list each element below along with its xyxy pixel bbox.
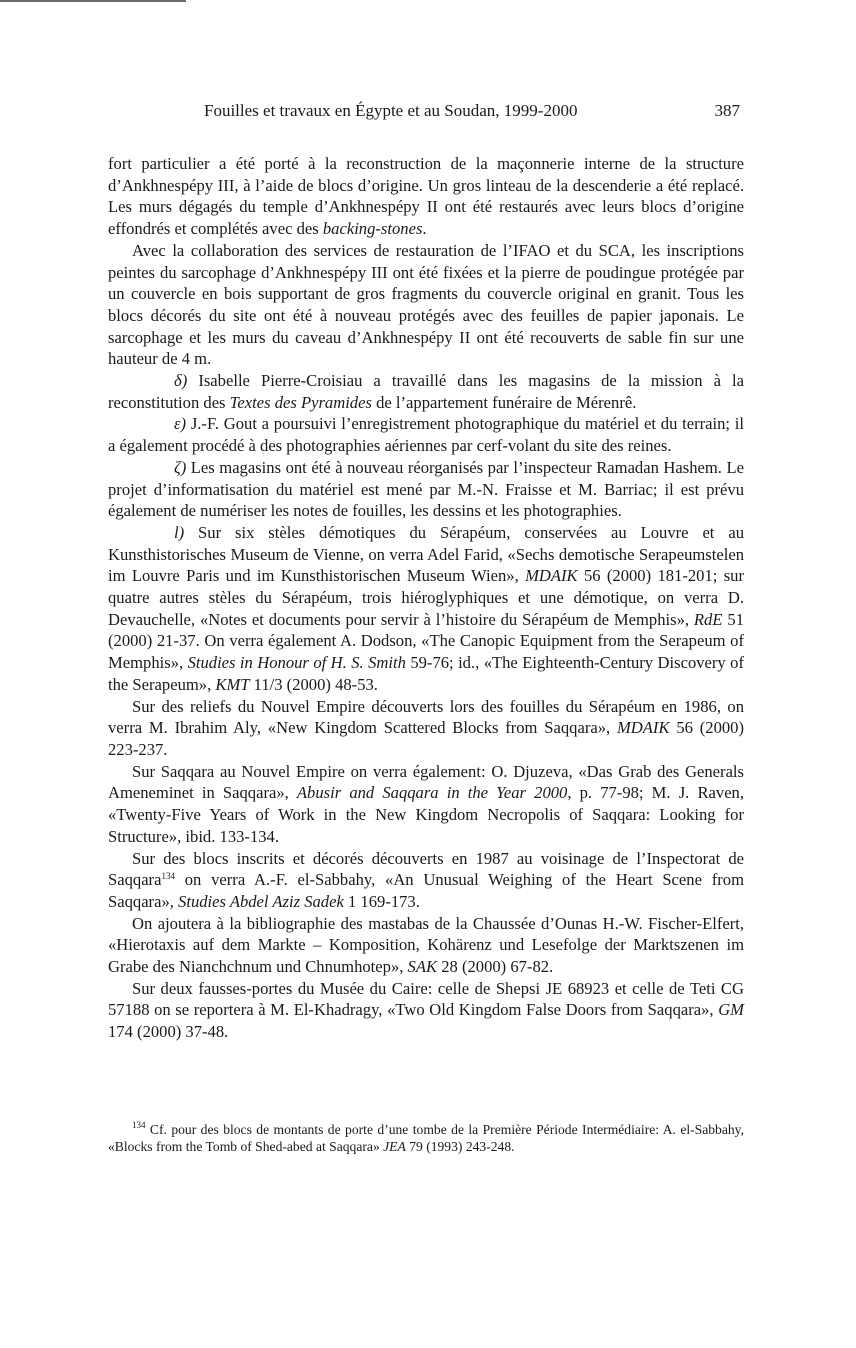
text-run: Avec la collaboration des services de restauration de l’IFAO et du SCA, les inscriptions peintes du sarcophage d’Ankhnespépy III ont été fixées et la pierre de poudingue protégée par un couvercle en bois supportant de gros fragments du couvercle original en granit. Tous les blocs décorés du site ont été à nouveau protégés avec des feuilles de papier japonais. Le sarcophage et les murs du caveau d’Ankhnespépy II ont été recouverts de sable fin sur une hauteur de 4 m. (108, 240, 744, 369)
italic-title: Studies Abdel Aziz Sadek (178, 891, 344, 911)
italic-journal: MDAIK (616, 718, 670, 738)
text-run: 59-76; id., «The Eighteenth-Century Discovery of the Serapeum», (108, 653, 744, 694)
italic-title: Textes des Pyramides (229, 392, 372, 412)
paragraph-9 (108, 848, 744, 913)
italic-journal: SAK (407, 957, 438, 977)
page-number: 387 (714, 101, 740, 120)
text-run: Sur six stèles démotiques du Sérapéum, conservées au Louvre et au Kunsthistorisches Museum de Vienne, on verra Adel Farid, «Sechs demotische Serapeumstelen im Louvre Paris und im Kunsthistorischen Museum Wien», (108, 522, 744, 586)
italic-title: Abusir and Saqqara in the Year 2000 (296, 783, 568, 803)
text-run: Sur des reliefs du Nouvel Empire découverts lors des fouilles du Sérapéum en 1986, on verra M. Ibrahim Aly, «New Kingdom Scattered Blocks from Saqqara», (108, 696, 744, 738)
paragraph-1 (108, 153, 744, 240)
paragraph-2 (108, 240, 744, 370)
italic-journal: KMT (215, 674, 250, 694)
footnote-number: 134 (132, 1120, 146, 1130)
paragraph-zeta (108, 457, 744, 522)
text-run: Les magasins ont été à nouveau réorganisés par l’inspecteur Ramadan Hashem. Le projet d’informatisation du matériel est mené par M.-N. Fraisse et M. Barriac; il est prévu également de numériser les notes de fouilles, les dessins et les photographies. (108, 457, 744, 521)
footnote-134 (108, 1121, 744, 1155)
running-head-title: Fouilles et travaux en Égypte et au Soudan, 1999-2000 (204, 101, 578, 120)
text-run: 51 (2000) 21-37. On verra également A. Dodson, «The Canopic Equipment from the Serapeum of Memphis», (108, 609, 744, 673)
italic-journal: GM (718, 1000, 744, 1020)
text-run: , p. 77-98; M. J. Raven, «Twenty-Five Years of Work in the New Kingdom Necropolis of Saqqara: Looking for Structure», ibid. 133-134. (108, 783, 745, 846)
paragraph-11 (108, 978, 744, 1043)
paragraph-epsilon (108, 413, 744, 456)
italic-journal: RdE (693, 609, 723, 629)
text-run: . (422, 219, 427, 239)
paragraph-l (108, 522, 744, 696)
text-run: Sur Saqqara au Nouvel Empire on verra également: O. Djuzeva, «Das Grab des Generals Ameneminet in Saqqara», (108, 761, 744, 803)
text-run: on verra A.-F. el-Sabbahy, «An Unusual Weighing of the Heart Scene from Saqqara», (108, 870, 744, 911)
text-run: On ajoutera à la bibliographie des mastabas de la Chaussée d’Ounas H.-W. Fischer-Elfert, «Hierotaxis auf dem Markte – Komposition, Kohärenz und Lesefolge der Marktszenen im Grabe des Nianchchnum und Chnumhotep», (108, 913, 744, 977)
item-marker: ζ) (174, 457, 187, 477)
paragraph-8 (108, 761, 744, 848)
footnote-reference: 134 (161, 871, 175, 882)
text-run: 56 (2000) 181-201; sur quatre autres stèles du Sérapéum, trois hiéroglyphiques et une démotique, on verra D. Devauchelle, «Notes et documents pour servir à l’histoire du Sérapéum de Memphis», (108, 566, 745, 629)
item-marker: ε) (174, 414, 187, 434)
text-run: Sur deux fausses-portes du Musée du Caire: celle de Shepsi JE 68923 et celle de Teti CG 57188 on se reportera à M. El-Khadragy, «Two Old Kingdom False Doors from Saqqara», (108, 978, 744, 1020)
text-run: 1 169-173. (343, 891, 420, 911)
text-run: Cf. pour des blocs de montants de porte d’une tombe de la Première Période Intermédiaire: A. el-Sabbahy, «Blocks from the Tomb of Shed-abed at Saqqara» (108, 1122, 744, 1154)
italic-term: backing-stones (322, 219, 423, 239)
text-run: de l’appartement funéraire de Mérenrê. (371, 392, 637, 412)
italic-journal: MDAIK (525, 566, 578, 586)
item-marker: δ) (174, 371, 188, 391)
text-run: 56 (2000) 223-237. (108, 718, 744, 759)
text-run: Isabelle Pierre-Croisiau a travaillé dans les magasins de la mission à la reconstitution des (108, 371, 744, 412)
italic-title: Studies in Honour of H. S. Smith (187, 653, 406, 673)
text-run: 11/3 (2000) 48-53. (249, 674, 378, 694)
text-run: 28 (2000) 67-82. (437, 957, 554, 977)
text-run: J.-F. Gout a poursuivi l’enregistrement photographique du matériel et du terrain; il a également procédé à des photographies aériennes par cerf-volant du site des reines. (108, 414, 744, 456)
item-marker: l) (174, 522, 185, 542)
text-run: Sur des blocs inscrits et décorés découverts en 1987 au voisinage de l’Inspectorat de Saqqara (108, 848, 744, 890)
paragraph-10 (108, 913, 744, 978)
text-run: 174 (2000) 37-48. (108, 1022, 229, 1042)
body-text (108, 153, 744, 1043)
footnote (108, 1121, 744, 1155)
paragraph-7 (108, 696, 744, 761)
text-run: 79 (1993) 243-248. (405, 1139, 515, 1154)
scan-edge-rule (0, 0, 186, 2)
italic-journal: JEA (383, 1139, 406, 1154)
text-run: fort particulier a été porté à la reconstruction de la maçonnerie interne de la structure d’Ankhnespépy III, à l’aide de blocs d’origine. Un gros linteau de la descenderie a été replacé. Les murs dégagés du temple d’Ankhnespépy II ont été restaurés avec leurs blocs d’origine effondrés et complétés avec des (108, 154, 744, 239)
paragraph-delta (108, 370, 744, 413)
